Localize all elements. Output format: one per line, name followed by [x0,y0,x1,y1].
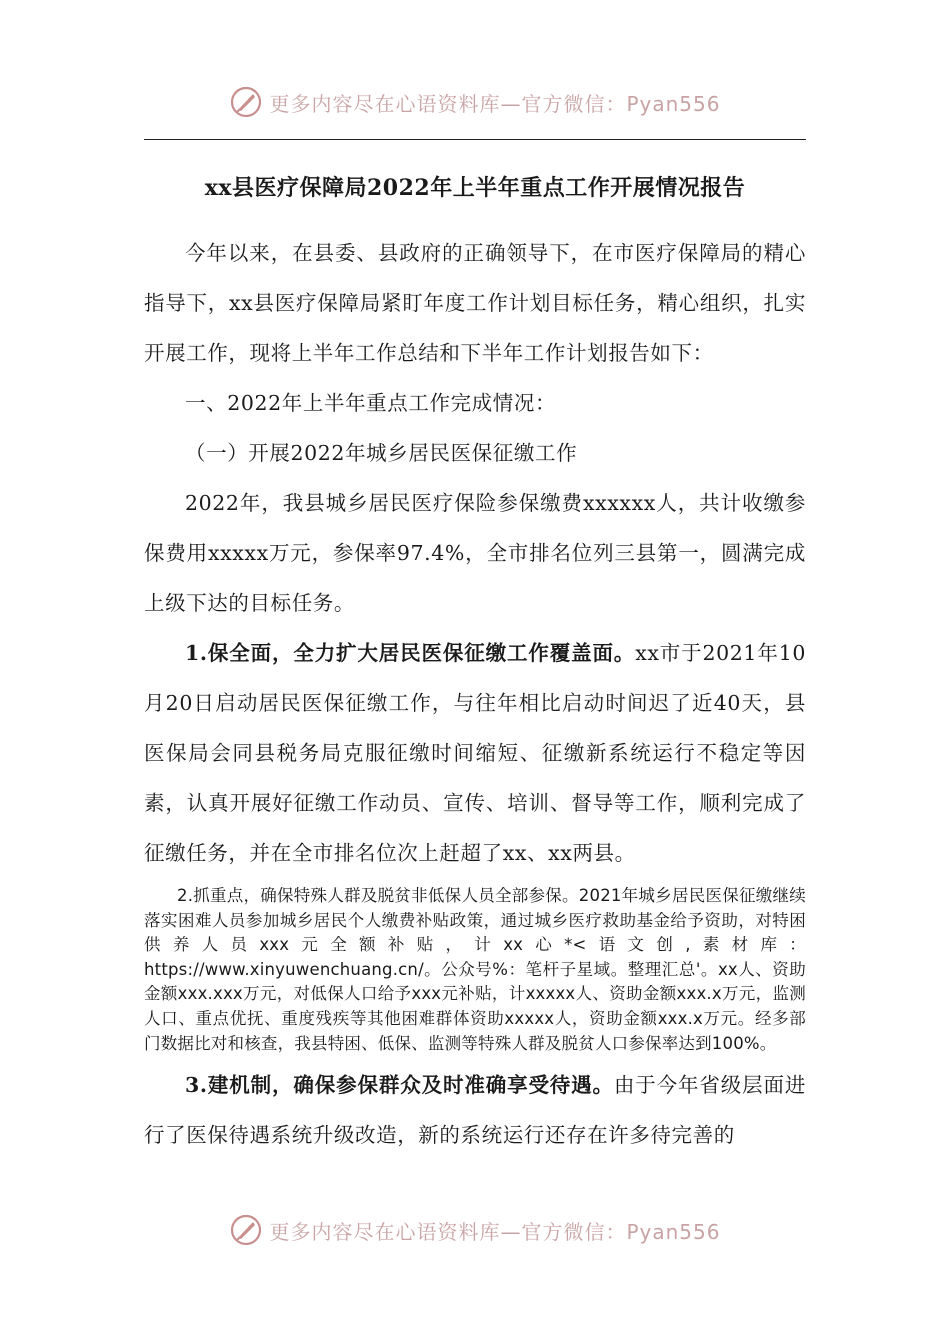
document-title: xx县医疗保障局2022年上半年重点工作开展情况报告 [204,175,746,201]
item-1-paragraph [144,628,806,878]
item-3-lead: 3.建机制，确保参保群众及时准确享受待遇。 [185,1073,614,1098]
subsection-1-heading: （一）开展2022年城乡居民医保征缴工作 [185,441,578,465]
section-1-heading: 一、2022年上半年重点工作完成情况： [185,391,557,415]
quill-logo-icon [229,85,263,119]
item-1-text: xx市于2021年10月20日启动居民医保征缴工作，与往年相比启动时间迟了近40天，县医保局会同县税务局克服征缴时间缩短、征缴新系统运行不稳定等因素，认真开展好征缴工作动员、宣传、培训、督导等工作，顺利完成了征缴任务，并在全市排名位次上赶超了xx、xx两县。 [144,641,806,865]
item-2-paragraph: 2.抓重点，确保特殊人群及脱贫非低保人员全部参保。2021年城乡居民医保征缴继续落实困难人员参加城乡居民个人缴费补贴政策，通过城乡医疗救助基金给予资助，对特困供养人员xxx元全额补贴，计xx心*<语文创,素材库：https://www.xinyuwenchuang.cn/。公众号%：笔杆子星域。整理汇总'。xx人、资助金额xxx.xxx万元，对低保人口给予xxx元补贴，计xxxxx人、资助金额xxx.x万元，监测人口、重点优抚、重度残疾等其他困难群体资助xxxxx人，资助金额xxx.x万元。经多部门数据比对和核查，我县特困、低保、监测等特殊人群及脱贫人口参保率达到100%。 [144,886,806,1053]
item-1-lead: 1.保全面，全力扩大居民医保征缴工作覆盖面。 [185,641,636,665]
footer-watermark [0,1210,950,1250]
quill-logo-icon [229,1213,263,1247]
enrollment-paragraph: 2022年，我县城乡居民医疗保险参保缴费xxxxxx人，共计收缴参保费用xxxxx万元，参保率97.4%，全市排名位列三县第一，圆满完成上级下达的目标任务。 [144,491,806,615]
header-watermark [0,82,950,122]
document-body [144,228,806,1160]
watermark-text: 更多内容尽在心语资料库—官方微信：Pyan556 [269,1219,721,1244]
item-3-text: 由于今年省级层面进行了医保待遇系统升级改造，新的系统运行还存在许多待完善的 [144,1073,807,1148]
watermark-text: 更多内容尽在心语资料库—官方微信：Pyan556 [269,91,721,116]
header-divider [144,139,806,140]
item-3-paragraph [144,1060,806,1160]
intro-paragraph: 今年以来，在县委、县政府的正确领导下，在市医疗保障局的精心指导下，xx县医疗保障局紧盯年度工作计划目标任务，精心组织，扎实开展工作，现将上半年工作总结和下半年工作计划报告如下： [144,241,806,365]
